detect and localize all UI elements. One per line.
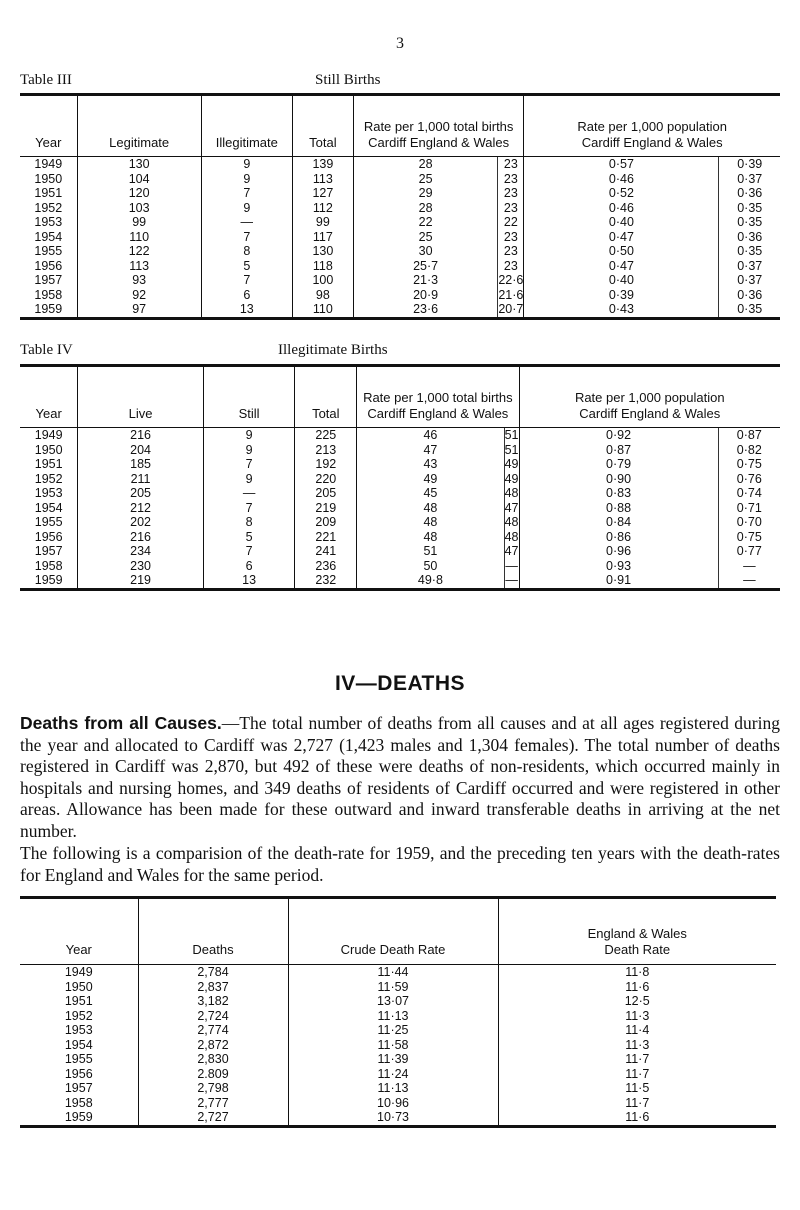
table-cell: 28 xyxy=(353,201,497,216)
table-row xyxy=(20,530,780,545)
table-cell: 20·7 xyxy=(498,302,524,317)
live-header: Live xyxy=(78,366,203,428)
table-cell: 1957 xyxy=(34,544,63,559)
table-cell: 2.809 xyxy=(138,1067,288,1082)
table-cell: 1953 xyxy=(34,486,63,501)
table-row xyxy=(20,172,780,187)
table-cell: 117 xyxy=(292,230,353,245)
table-cell: 118 xyxy=(292,259,353,274)
table-cell: 1951 xyxy=(34,457,63,472)
table-cell: 213 xyxy=(295,443,357,458)
table-cell: 30 xyxy=(353,244,497,259)
table-cell: 219 xyxy=(295,501,357,516)
table3-label: Table III xyxy=(20,72,72,88)
rate-births-sub: Cardiff England & Wales xyxy=(367,406,509,421)
table-cell: 2,724 xyxy=(138,1009,288,1024)
table-cell: 22·6 xyxy=(498,273,524,288)
table-cell: 1950 xyxy=(34,171,63,186)
table-cell: 29 xyxy=(353,186,497,201)
crude-rate-header: Crude Death Rate xyxy=(288,898,498,965)
table-cell: 0·35 xyxy=(719,302,780,318)
year-header: Year xyxy=(20,898,138,965)
table-cell: 1958 xyxy=(34,558,63,573)
table-row xyxy=(20,965,776,980)
table-cell: 204 xyxy=(78,443,203,458)
table-cell: 1954 xyxy=(34,229,63,244)
table-cell: 103 xyxy=(77,201,201,216)
table-cell: 11·58 xyxy=(288,1038,498,1053)
table-cell: 11·44 xyxy=(288,965,498,980)
table-cell: 1958 xyxy=(64,1095,93,1110)
table-cell: 1952 xyxy=(34,471,63,486)
table-cell: 13 xyxy=(203,573,295,589)
table-cell: 20·9 xyxy=(353,288,497,303)
table-cell: 220 xyxy=(295,472,357,487)
table-cell: 23 xyxy=(498,201,524,216)
table-cell: 1959 xyxy=(20,302,77,318)
table-cell: 0·96 xyxy=(519,544,718,559)
table-cell: 48 xyxy=(504,486,519,501)
table-cell: 49 xyxy=(357,472,504,487)
table-cell: 11·7 xyxy=(498,1096,776,1111)
table-cell: 0·87 xyxy=(519,443,718,458)
table-row xyxy=(20,573,780,589)
table-cell: 7 xyxy=(201,230,292,245)
table-row xyxy=(20,443,780,458)
table4-label: Table IV xyxy=(20,342,73,358)
year-header: Year xyxy=(20,366,78,428)
table-cell: 7 xyxy=(201,273,292,288)
table-cell: 11·7 xyxy=(498,1067,776,1082)
table-cell: 0·35 xyxy=(719,215,780,230)
still-births-table xyxy=(20,93,780,320)
table-cell: 49·8 xyxy=(357,573,504,589)
table-cell: 1958 xyxy=(34,287,63,302)
table-cell: 11·24 xyxy=(288,1067,498,1082)
table-cell: 48 xyxy=(357,530,504,545)
table-cell: 0·92 xyxy=(519,428,718,443)
table-cell: 11·7 xyxy=(498,1052,776,1067)
table-cell: 120 xyxy=(77,186,201,201)
table-cell: 11·13 xyxy=(288,1009,498,1024)
table-cell: 9 xyxy=(201,157,292,172)
table-cell: 21·3 xyxy=(353,273,497,288)
table-cell: 0·36 xyxy=(719,288,780,303)
table-cell: 2,798 xyxy=(138,1081,288,1096)
still-births-body xyxy=(20,157,780,319)
table-cell: 48 xyxy=(357,515,504,530)
table-cell: 13 xyxy=(201,302,292,318)
table-cell: 8 xyxy=(203,515,295,530)
table-cell: 23 xyxy=(498,186,524,201)
table-cell: 13·07 xyxy=(288,994,498,1009)
table-cell: 192 xyxy=(295,457,357,472)
table-cell: 0·87 xyxy=(718,428,780,443)
table-cell: 49 xyxy=(504,457,519,472)
legitimate-header: Legitimate xyxy=(77,95,201,157)
table-cell: 3,182 xyxy=(138,994,288,1009)
table-cell: 23·6 xyxy=(353,302,497,318)
table-cell: 1954 xyxy=(64,1037,93,1052)
ew-rate-sub: Death Rate xyxy=(604,942,671,957)
table-cell: 221 xyxy=(295,530,357,545)
table-cell: 0·37 xyxy=(719,172,780,187)
deaths-paragraph xyxy=(20,713,780,842)
table-cell: 22 xyxy=(353,215,497,230)
table-cell: 2,830 xyxy=(138,1052,288,1067)
table-cell: 51 xyxy=(504,428,519,443)
table-cell: 7 xyxy=(201,186,292,201)
table-cell: 0·35 xyxy=(719,244,780,259)
table-cell: 23 xyxy=(498,157,524,172)
table-cell: 23 xyxy=(498,172,524,187)
table-cell: 11·6 xyxy=(498,1110,776,1126)
table-cell: 21·6 xyxy=(498,287,524,302)
table-row xyxy=(20,230,780,245)
table-cell: 8 xyxy=(201,244,292,259)
illegitimate-births-table xyxy=(20,364,780,591)
table-cell: 0·71 xyxy=(718,501,780,516)
table-row xyxy=(20,1081,776,1096)
table-cell: 0·43 xyxy=(524,302,719,318)
table-cell: 205 xyxy=(78,486,203,501)
table-cell: 11·3 xyxy=(498,1038,776,1053)
table-cell: 47 xyxy=(504,544,519,559)
table-cell: 0·47 xyxy=(524,230,719,245)
illegitimate-header: Illegitimate xyxy=(201,95,292,157)
table-cell: 1954 xyxy=(34,500,63,515)
table-cell: 49 xyxy=(504,471,519,486)
table-cell: 10·96 xyxy=(288,1096,498,1111)
table-cell: 7 xyxy=(203,501,295,516)
table-cell: 1952 xyxy=(64,1008,93,1023)
table-cell: 11·25 xyxy=(288,1023,498,1038)
table-cell: 0·93 xyxy=(519,559,718,574)
table-cell: 48 xyxy=(504,515,519,530)
table-cell: 5 xyxy=(203,530,295,545)
table-cell: 43 xyxy=(357,457,504,472)
table-cell: 110 xyxy=(292,302,353,318)
table-cell: 7 xyxy=(203,544,295,559)
table-cell: 0·75 xyxy=(718,457,780,472)
table-cell: — xyxy=(718,573,780,589)
table-cell: 1957 xyxy=(34,273,63,288)
rate-pop-title: Rate per 1,000 population xyxy=(574,390,725,405)
rate-pop-sub: Cardiff England & Wales xyxy=(579,406,721,421)
table-row xyxy=(20,559,780,574)
table-cell: 1951 xyxy=(34,186,63,201)
table-cell: 11·3 xyxy=(498,1009,776,1024)
table-cell: 0·39 xyxy=(524,288,719,303)
section-heading: IV—DEATHS xyxy=(334,672,466,695)
table-cell: — xyxy=(505,558,518,573)
table-cell: 0·39 xyxy=(719,157,780,172)
table-cell: 9 xyxy=(201,172,292,187)
table-row xyxy=(20,1067,776,1082)
table-cell: 130 xyxy=(292,244,353,259)
table-cell: 232 xyxy=(295,573,357,589)
comparison-paragraph: The following is a comparision of the death-rate for 1959, and the preceding ten years with the death-rates for England and Wales for the same period. xyxy=(20,843,780,885)
table-row xyxy=(20,544,780,559)
death-rate-body xyxy=(20,965,776,1127)
table-cell: 45 xyxy=(357,486,504,501)
table-cell: 1955 xyxy=(34,244,63,259)
rate-births-title: Rate per 1,000 total births xyxy=(363,119,514,134)
table-cell: 23 xyxy=(498,230,524,245)
table-cell: 11·5 xyxy=(498,1081,776,1096)
deaths-lead: Deaths from all Causes. xyxy=(20,713,222,733)
table-cell: 25 xyxy=(353,172,497,187)
table-cell: 0·83 xyxy=(519,486,718,501)
table-row xyxy=(20,288,780,303)
table-cell: 112 xyxy=(292,201,353,216)
table-cell: 11·6 xyxy=(498,980,776,995)
rate-births-sub: Cardiff England & Wales xyxy=(368,135,510,150)
table-row xyxy=(20,215,780,230)
table-cell: 1959 xyxy=(20,1110,138,1126)
table-cell: 0·82 xyxy=(718,443,780,458)
table-row xyxy=(20,486,780,501)
table-cell: 23 xyxy=(498,244,524,259)
table-cell: 0·36 xyxy=(719,230,780,245)
table-cell: 0·46 xyxy=(524,172,719,187)
table-cell: 0·57 xyxy=(524,157,719,172)
table-row xyxy=(20,157,780,172)
table-row xyxy=(20,994,776,1009)
table-cell: 48 xyxy=(504,529,519,544)
table-cell: 9 xyxy=(203,428,295,443)
table-cell: 98 xyxy=(292,288,353,303)
table-cell: 1949 xyxy=(34,428,63,443)
table-cell: 1959 xyxy=(20,573,78,589)
table4-title: Illegitimate Births xyxy=(278,342,388,358)
deaths-header: Deaths xyxy=(138,898,288,965)
table-cell: 92 xyxy=(77,288,201,303)
table-cell: 0·37 xyxy=(719,259,780,274)
table-row xyxy=(20,259,780,274)
table-cell: 10·73 xyxy=(288,1110,498,1126)
table-cell: 0·46 xyxy=(524,201,719,216)
table-cell: 11·39 xyxy=(288,1052,498,1067)
table-cell: 1956 xyxy=(64,1066,93,1081)
table-cell: 236 xyxy=(295,559,357,574)
table-cell: 6 xyxy=(203,559,295,574)
table-cell: 0·75 xyxy=(718,530,780,545)
table-cell: 205 xyxy=(295,486,357,501)
table-cell: 7 xyxy=(203,457,295,472)
page-number: 3 xyxy=(396,35,404,52)
table-cell: 1953 xyxy=(34,215,63,230)
table-cell: 216 xyxy=(78,428,203,443)
table-cell: 48 xyxy=(357,501,504,516)
table-row xyxy=(20,201,780,216)
table-cell: 28 xyxy=(353,157,497,172)
table-cell: 1957 xyxy=(64,1081,93,1096)
table-cell: 25 xyxy=(353,230,497,245)
rate-pop-sub: Cardiff England & Wales xyxy=(581,135,723,150)
table-cell: 0·91 xyxy=(519,573,718,589)
table-cell: 0·90 xyxy=(519,472,718,487)
table-cell: 225 xyxy=(295,428,357,443)
table-cell: 1952 xyxy=(34,200,63,215)
table3-title: Still Births xyxy=(315,72,381,88)
table-cell: — xyxy=(718,559,780,574)
table-cell: 139 xyxy=(292,157,353,172)
rate-pop-header xyxy=(524,95,780,157)
table-cell: 1951 xyxy=(64,994,93,1009)
table-row xyxy=(20,1096,776,1111)
table-cell: 47 xyxy=(357,443,504,458)
illegitimate-births-body xyxy=(20,428,780,590)
table-row xyxy=(20,472,780,487)
rate-pop-header xyxy=(519,366,780,428)
table-cell: 22 xyxy=(498,215,524,230)
table-row xyxy=(20,244,780,259)
table-cell: 0·50 xyxy=(524,244,719,259)
table-cell: 99 xyxy=(77,215,201,230)
table-cell: 5 xyxy=(201,259,292,274)
table-cell: — xyxy=(505,573,518,588)
still-header: Still xyxy=(203,366,295,428)
table-cell: 1955 xyxy=(34,515,63,530)
table-row xyxy=(20,1052,776,1067)
table-cell: 9 xyxy=(203,472,295,487)
table-cell: 25·7 xyxy=(353,259,497,274)
table-cell: 12·5 xyxy=(498,994,776,1009)
table-cell: 47 xyxy=(504,500,519,515)
table-cell: 1955 xyxy=(64,1052,93,1067)
table-cell: 241 xyxy=(295,544,357,559)
table-cell: 51 xyxy=(357,544,504,559)
table-cell: 130 xyxy=(77,157,201,172)
table-row xyxy=(20,273,780,288)
table-cell: 0·88 xyxy=(519,501,718,516)
rate-births-title: Rate per 1,000 total births xyxy=(363,390,513,405)
table-cell: 6 xyxy=(201,288,292,303)
rate-births-header xyxy=(353,95,523,157)
deaths-text: —The total number of deaths from all causes and at all ages registered during the year and allocated to Cardiff was 2,727 (1,423 males and 1,304 females). The total number of deaths registered in Cardiff was 2,870, but 492 of these were deaths of non-residents, which occurred mainly in hospitals and nursing homes, and 349 deaths of residents of Cardiff occurred and were registered in other areas. Allowance has been made for these outward and inward transferable deaths in arriving at the net number. xyxy=(20,713,780,841)
table-row xyxy=(20,515,780,530)
table-cell: 0·37 xyxy=(719,273,780,288)
table-cell: 1950 xyxy=(64,979,93,994)
table-cell: 2,872 xyxy=(138,1038,288,1053)
table-cell: 0·79 xyxy=(519,457,718,472)
table-cell: 0·40 xyxy=(524,215,719,230)
table-row xyxy=(20,186,780,201)
table-cell: 11·59 xyxy=(288,980,498,995)
total-header: Total xyxy=(292,95,353,157)
table-cell: 1953 xyxy=(64,1023,93,1038)
table-cell: 2,777 xyxy=(138,1096,288,1111)
table-cell: 51 xyxy=(504,442,519,457)
table-cell: 9 xyxy=(203,443,295,458)
table-cell: 93 xyxy=(77,273,201,288)
table-cell: 2,837 xyxy=(138,980,288,995)
table-cell: 0·77 xyxy=(718,544,780,559)
year-header: Year xyxy=(20,95,77,157)
table-cell: 11·8 xyxy=(498,965,776,980)
table-cell: 185 xyxy=(78,457,203,472)
ew-rate-title: England & Wales xyxy=(587,926,687,941)
table-cell: 0·76 xyxy=(718,472,780,487)
table-cell: 1956 xyxy=(34,529,63,544)
table-cell: — xyxy=(201,215,292,230)
table-row xyxy=(20,1038,776,1053)
table-cell: 1949 xyxy=(34,157,63,172)
total-header: Total xyxy=(295,366,357,428)
ew-rate-header xyxy=(498,898,776,965)
table-cell: 212 xyxy=(78,501,203,516)
table-cell: 9 xyxy=(201,201,292,216)
table-row xyxy=(20,501,780,516)
table-cell: 0·74 xyxy=(718,486,780,501)
table-cell: 219 xyxy=(78,573,203,589)
table-cell: 0·40 xyxy=(524,273,719,288)
table-cell: 113 xyxy=(292,172,353,187)
table-cell: 99 xyxy=(292,215,353,230)
table-row xyxy=(20,1009,776,1024)
rate-pop-title: Rate per 1,000 population xyxy=(577,119,727,134)
table-row xyxy=(20,1023,776,1038)
table-cell: 1950 xyxy=(34,442,63,457)
table-cell: 2,774 xyxy=(138,1023,288,1038)
table-row xyxy=(20,428,780,443)
rate-births-header xyxy=(357,366,519,428)
table-cell: 104 xyxy=(77,172,201,187)
table-cell: 0·70 xyxy=(718,515,780,530)
table-row xyxy=(20,302,780,318)
table-cell: 0·52 xyxy=(524,186,719,201)
table-cell: 50 xyxy=(357,559,504,574)
table-cell: 127 xyxy=(292,186,353,201)
table-cell: 2,784 xyxy=(138,965,288,980)
table-row xyxy=(20,457,780,472)
table-row xyxy=(20,1110,776,1126)
table-row xyxy=(20,980,776,995)
table-cell: 113 xyxy=(77,259,201,274)
death-rate-table xyxy=(20,896,776,1128)
table-cell: 46 xyxy=(357,428,504,443)
table-cell: 1949 xyxy=(64,965,93,980)
table-cell: 209 xyxy=(295,515,357,530)
table-cell: 23 xyxy=(498,259,524,274)
table-cell: 97 xyxy=(77,302,201,318)
table-cell: 234 xyxy=(78,544,203,559)
table-cell: 11·4 xyxy=(498,1023,776,1038)
table-cell: 11·13 xyxy=(288,1081,498,1096)
table-cell: 0·36 xyxy=(719,186,780,201)
table-cell: 0·86 xyxy=(519,530,718,545)
table-cell: 100 xyxy=(292,273,353,288)
table-cell: 1956 xyxy=(34,258,63,273)
table-cell: 122 xyxy=(77,244,201,259)
table-cell: 0·35 xyxy=(719,201,780,216)
table-cell: 2,727 xyxy=(138,1110,288,1126)
table-cell: — xyxy=(203,486,295,501)
table-cell: 0·84 xyxy=(519,515,718,530)
table-cell: 0·47 xyxy=(524,259,719,274)
table-cell: 216 xyxy=(78,530,203,545)
table-cell: 211 xyxy=(78,472,203,487)
table-cell: 202 xyxy=(78,515,203,530)
table-cell: 230 xyxy=(78,559,203,574)
table-cell: 110 xyxy=(77,230,201,245)
